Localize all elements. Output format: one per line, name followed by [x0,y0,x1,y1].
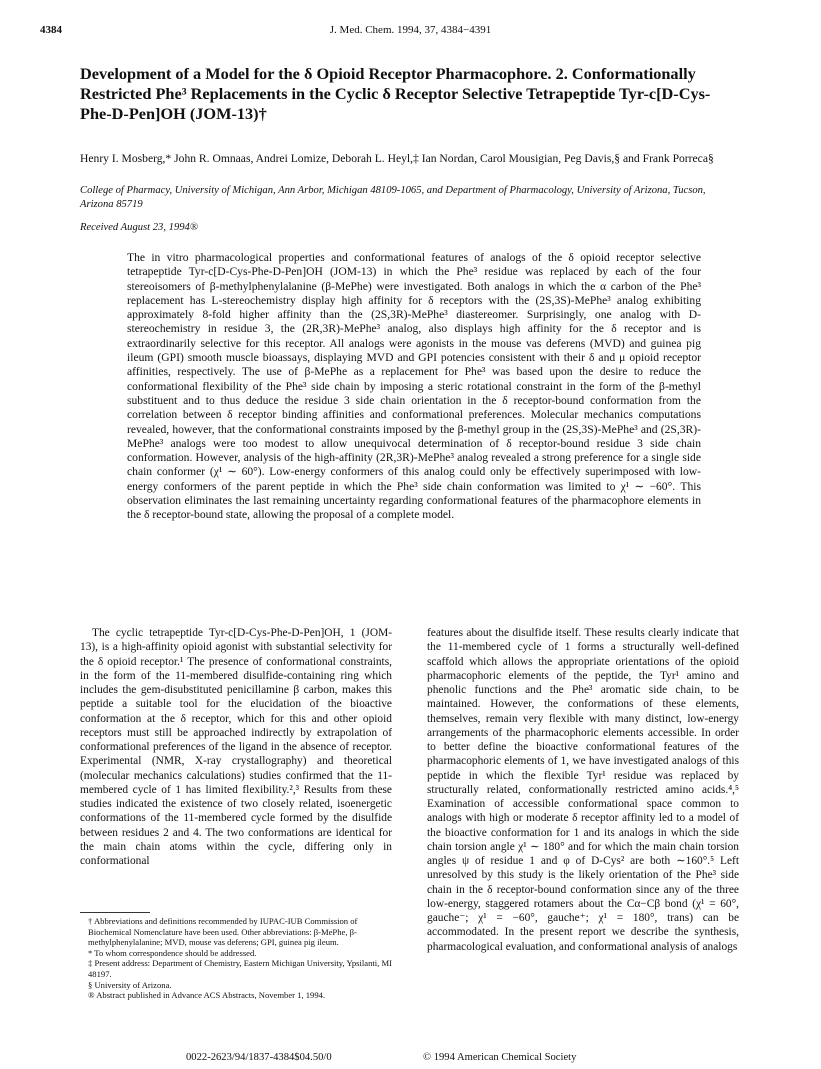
footnotes [80,916,392,1001]
footnote-arizona: § University of Arizona. [88,979,172,990]
footnote-rule [80,912,150,913]
body-column-left: The cyclic tetrapeptide Tyr-c[D-Cys-Phe-D-Pen]OH, 1 (JOM-13), is a high-affinity opioid agonist with substantial selectivity for the δ opioid receptor.¹ The presence of conformational constraints, in the form of the 11-membered disulfide-containing ring which includes the gem-disubstituted penicillamine β carbon, makes this peptide a suitable tool for the elucidation of the bioactive conformation at the δ receptor, which for this and other opioid receptors must still be approached indirectly by extrapolation of conformational preferences of the ligand in the absence of receptor. Experimental (NMR, X-ray crystallography) and theoretical (molecular mechanics calculations) studies confirmed that the 11-membered cycle of 1 has limited flexibility.²,³ Results from these studies indicated the existence of two closely related, isoenergetic conformations of the 11-membered cycle formed by the disulfide between residues 2 and 4. The two conformations are identical for the main chain atoms within the cycle, differing only in conformational [80,627,392,867]
running-header [40,24,781,38]
abstract: The in vitro pharmacological properties and conformational features of analogs of the δ opioid receptor selective tetrapeptide Tyr-c[D-Cys-Phe-D-Pen]OH (JOM-13) in which the Phe³ residue was replaced by each of the four stereoisomers of β-methylphenylalanine (β-MePhe) were investigated. Both analogs in which the α carbon of the Phe³ replacement has L-stereochemistry display high affinity for δ receptors with the (2S,3S)-MePhe³ analog exhibiting approximately 8-fold higher affinity than the (2S,3R)-MePhe³ diastereomer. Surprisingly, one analog with D-stereochemistry in residue 3, the (2R,3R)-MePhe³ analog, also displays high affinity for the δ receptor and is extraordinarily selective for this receptor. All analogs were agonists in the mouse vas deferens (MVD) and guinea pig ileum (GPI) smooth muscle bioassays, displaying MVD and GPI potencies consistent with their δ and μ opioid receptor affinities, respectively. The use of β-MePhe as a replacement for Phe³ was based upon the desire to reduce the conformational flexibility of the Phe³ side chain by imposing a steric rotational constraint in the form of the β-methyl substituent and to thus deduce the residue 3 side chain orientation in the δ receptor-bound conformation from the correlation between δ receptor binding affinities and conformational preferences. Molecular mechanics computations revealed, however, that the conformational constraints imposed by the β-methyl group in the (2S,3S)-MePhe³ and (2S,3R)-MePhe³ analogs were too modest to allow unequivocal determination of δ receptor-bound residue 3 side chain conformation. However, analysis of the high-affinity (2R,3R)-MePhe³ analog revealed a strong preference for a single side chain conformer (χ¹ ∼ 60°). Low-energy conformers of this analog could only be effectively superimposed with low-energy conformers of the parent peptide in which the Phe³ side chain conformation was limited to χ¹ ∼ −60°. This observation eliminates the last remaining uncertainty regarding conformational features of the pharmacophore elements in the δ receptor-bound state, allowing the proposal of a complete model. [127,251,701,522]
article-code: 0022-2623/94/1837-4384$04.50/0 [186,1052,332,1063]
copyright: © 1994 American Chemical Society [423,1052,577,1063]
footnote-abstract-published: ® Abstract published in Advance ACS Abstracts, November 1, 1994. [88,990,326,1001]
footnote-correspondence: * To whom correspondence should be addressed. [88,947,257,958]
page-number: 4384 [40,24,62,36]
footnote-present-address: ‡ Present address: Department of Chemistry, Eastern Michigan University, Ypsilanti, MI 48197. [88,958,392,979]
journal-citation: J. Med. Chem. 1994, 37, 4384−4391 [329,24,492,36]
body-column-right: features about the disulfide itself. These results clearly indicate that the 11-membered cycle of 1 forms a structurally well-defined scaffold which allows the appropriate orientations of the opioid pharmacophoric elements of the peptide, the Tyr¹ amino and phenolic functions and the Phe³ aromatic side chain, to be maintained. However, the conformations of these elements, themselves, remain very flexible with many distinct, low-energy arrangements of the pharmacophoric elements accessible. In order to better define the bioactive conformational features of the pharmacophoric elements of 1, we have investigated analogs of this peptide in which the flexible Tyr¹ residue was replaced by structurally related, conformationally restricted amino acids.⁴,⁵ Examination of accessible conformational space common to analogs with high or moderate δ receptor affinity led to a model of the bioactive conformation for 1 and its analogs in which the side chain torsion angle χ¹ ∼ 180° and for which the main chain torsion angles ψ of residue 1 and φ of D-Cys² are both ∼160°.⁵ Left unresolved by this study is the likely orientation of the Phe³ side chain in the δ receptor-bound conformation since any of the three low-energy, staggered rotamers about the Cα−Cβ bond (χ¹ = 60°, gauche⁻; χ¹ = −60°, gauche⁺; χ¹ = 180°, trans) can be accommodated. In the present report we describe the synthesis, pharmacological evaluation, and conformational analysis of analogs [427,627,739,953]
footnote-abbreviations: † Abbreviations and definitions recommended by IUPAC-IUB Commission of Biochemical Nomenclature have been used. Other abbreviations: β-MePhe, β-methylphenylalanine; MVD, mouse vas deferens; GPI, guinea pig ileum. [88,916,358,948]
received-date: Received August 23, 1994® [80,222,198,233]
article-title: Development of a Model for the δ Opioid Receptor Pharmacophore. 2. Conformationally Restricted Phe³ Replacements in the Cyclic δ Receptor Selective Tetrapeptide Tyr-c[D-Cys-Phe-D-Pen]OH (JOM-13)† [80,64,711,123]
affiliation: College of Pharmacy, University of Michigan, Ann Arbor, Michigan 48109-1065, and Department of Pharmacology, University of Arizona, Tucson, Arizona 85719 [80,185,706,210]
author-list: Henry I. Mosberg,* John R. Omnaas, Andrei Lomize, Deborah L. Heyl,‡ Ian Nordan, Carol Mousigian, Peg Davis,§ and Frank Porreca§ [80,152,714,165]
